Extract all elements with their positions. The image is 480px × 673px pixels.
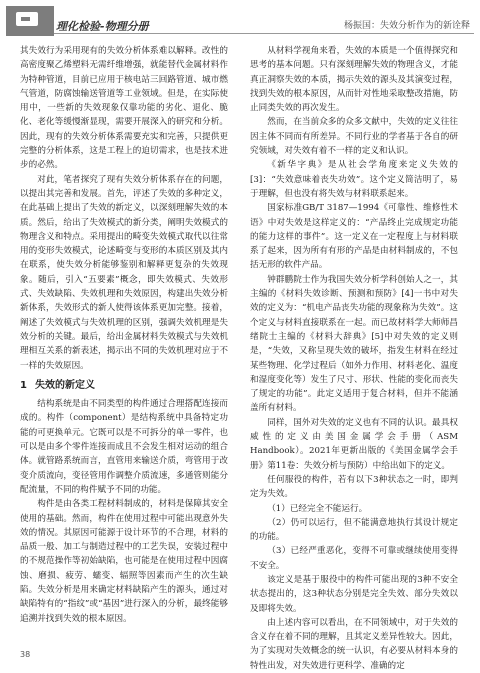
paragraph: （1）已经完全不能运行。 [267,503,368,514]
paragraph: 该定义是基于服役中的构件可能出现的3种不安全状态提出的，这3种状态分别是完全失效、部分失效以及即将失效。 [250,574,458,614]
paragraph: 钟群鹏院士作为我国失效分析学科创始人之一，其主编的《材料失效诊断、预测和预防》[4]一书中对失效的定义为：“机电产品丧失功能的现象称为失效”。这个定义与材料直接联系在一起。而已故材料学大师师昌绪院士主编的《材料大辞典》[5]中对失效的定义则是，“失效，又称呈现失效的破坏，指发生材料在经过某些物理、化学过程后（如外力作用、材料老化、温度和湿度变化等）发生了尺寸、形状、性能的变化而丧失了规定的功能”。此定义适用于复合材料，但并不能涵盖所有材料。 [250,274,458,414]
paragraph: （2）仍可以运行，但不能满意地执行其设计规定的功能。 [250,517,458,543]
paragraph: 同样，国外对失效的定义也有不同的认识。最具权威性的定义由美国金属学会手册（ASM Handbook）。2021年更新出版的《美国金属学会手册》第11卷：失效分析与预防）中给出如下的定义。 [250,417,458,471]
section-number: 1 [20,379,27,391]
paragraph: 国家标准GB/T 3187—1994《可靠性、维修性术语》中对失效是这样定义的：“产品终止完成规定功能的能力这样的事件”。这一定义在一定程度上与材料联系了起来，因为所有有形的产品是由材料制成的，不包括无形的软件产品。 [250,203,458,271]
paragraph: 《新华字典》是从社会学角度来定义失效的[3]：“失效意味着丧失功效”。这个定义简洁明了，易于理解，但也没有将失效与材料联系起来。 [250,160,458,199]
paragraph: 构件是由各类工程材料制成的，材料是保障其安全使用的基础。然而，构件在使用过程中可能出现意外失效的情况。其原因可能源于设计环节的不合理，材料的品质一般、加工与制造过程中的工艺失误，安装过程中的不规范操作等初始缺陷，也可能是在使用过程中因腐蚀、磨损、疲劳、蠕变、辐照等因素而产生的次生缺陷。失效分析是用来确定材料缺陷产生的源头，通过对缺陷特有的“指纹”或“基因”进行深入的分析，最终能够追溯并找到失效的根本原因。 [20,499,228,624]
section-title: 失效的新定义 [34,379,95,391]
left-column [20,44,228,626]
journal-logo-icon [6,6,54,36]
right-column [250,44,458,673]
paragraph: 对此，笔者探究了现有失效分析体系存在的问题，以提出其完善和发展。首先，评述了失效的多种定义，在此基础上提出了失效的新定义，以深刻理解失效的本质。然后，给出了失效模式的新分类，阐明失效模式的物理含义和特点。采用提出的畸变失效模式取代以往常用的变形失效模式，论述畸变与变形的本质区别及其内在联系，使失效分析能够鉴别和解释更复杂的失效现象。随后，引入“五要素”概念，即失效模式、失效形式、失效缺陷、失效机理和失效原因，构建出失效分析新体系，失效形式的新人使得该体系更加完整。接着，阐述了失效模式与失效机理的区别，强调失效机理是失效分析的关键。最后，给出金属材料失效模式与失效机理相互关系的新表述，揭示出不同的失效机理对应于不一样的失效原因。 [20,174,228,371]
paragraph: 其失效行为采用现有的失效分析体系难以解释。改性的高密度聚乙烯塑料无需纤维增强，就能替代金属材料作为特种管道，目前已应用于核电站三回路管道、城市燃气管道，防腐蚀输送管道等工业领域。但是，在实际使用中，一些新的失效现象仅靠功能的劣化、退化、脆化、老化等缓慢渐显现，需要开展深入的研究和分析。因此，现有的失效分析体系需要充实和完善，只提供更完整的分析体系，这是工程上的迫切需求，也是技术进步的必然。 [20,46,228,171]
page-header [0,0,480,40]
running-head: 杨振国：失效分析作为的新诠释 [343,21,470,31]
journal-section-title: 理化检验-物理分册 [56,20,149,33]
paragraph: 然而，在当前众多的众多文献中，失效的定义往往因主体不同而有所差异。不同行业的学者基于各自的研究领域，对失效有着不一样的定义和认识。 [250,117,458,157]
paragraph: （3）已经严重恶化，变得不可靠或继续使用变得不安全。 [250,546,458,571]
page-number: 38 [20,650,31,659]
header-rule [54,33,474,34]
paragraph: 由上述内容可以看出，在不同领域中，对于失效的含义存在着不同的理解，且其定义差异性较大。因此，为了实现对失效概念的统一认识，有必要从材料本身的特性出发，对失效进行更科学、准确的定 [250,617,458,671]
section-heading [20,379,228,393]
paragraph: 任何服役的构件，若有以下3种状态之一时，即判定为失效。 [250,474,458,500]
paragraph: 结构系统是由不同类型的构件通过合理搭配连接而成的。构件（component）是结构系统中具备特定功能的可更换单元。它既可以是不可拆分的单一零件，也可以是由多个零件连接而成且不会发生相对运动的组合体。就管路系统而言，直管用来输送介质，弯管用于改变介质流向，变径管用作调整介质流速，多通管则能分配流量，不同的构件赋予不同的功能。 [20,399,228,495]
paragraph: 从材料学视角来看，失效的本质是一个值得探究和思考的基本问题。只有深刻理解失效的物理含义，才能真正洞察失效的本质，揭示失效的源头及其演变过程，找到失效的根本原因，从而针对性地采取整改措施，防止同类失效的再次发生。 [250,46,458,114]
